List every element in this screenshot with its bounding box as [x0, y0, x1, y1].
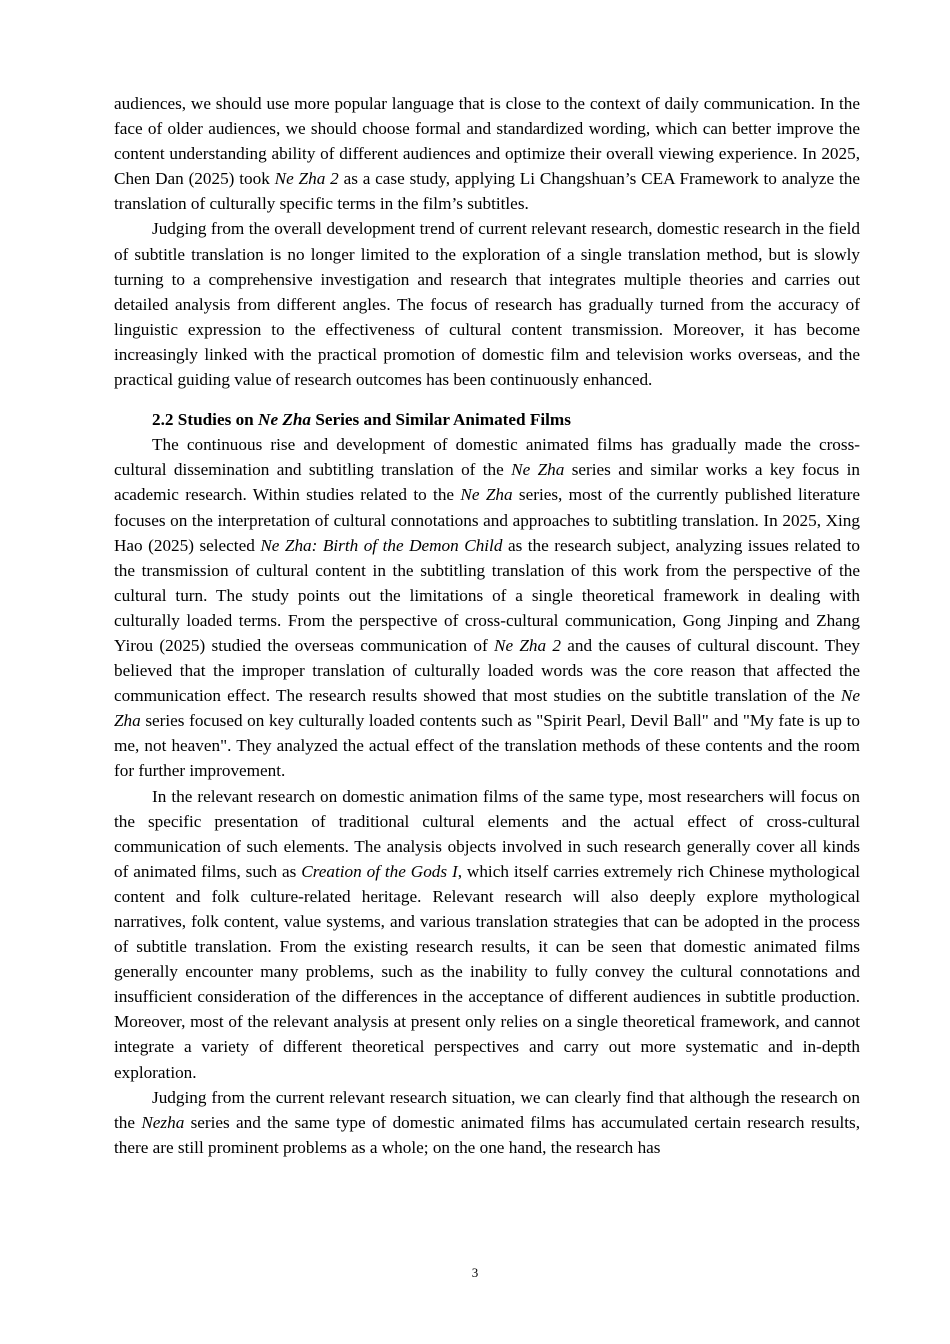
paragraph-continuation: [114, 91, 860, 216]
paragraph-current-situation: [114, 1085, 860, 1160]
text-run: Judging from the overall development trend of current relevant research, domestic research in the field of subtitle translation is no longer limited to the exploration of a single translation method, but is slowly turning to a comprehensive investigation and research that integrates multiple theories and carries out detailed analysis from different angles. The focus of research has gradually turned from the accuracy of linguistic expression to the effectiveness of cultural content transmission. Moreover, it has become increasingly linked with the practical promotion of domestic film and television works overseas, and the practical guiding value of research outcomes has been continuously enhanced.: [114, 219, 860, 390]
italic-title-text: Nezha: [141, 1112, 185, 1132]
text-run: 2.2 Studies on: [152, 410, 259, 430]
text-run: as the research subject, analyzing issues related to the transmission of cultural content in the subtitling translation of this work from the perspective of the cultural turn. The study points out the limitations of a single theoretical framework in dealing with culturally loaded terms. From the perspective of cross-cultural communication, Gong Jinping and Zhang Yirou (2025) studied the overseas communication of: [114, 535, 860, 655]
italic-title-text: Ne Zha 2: [494, 635, 561, 655]
text-run: , which itself carries extremely rich Chinese mythological content and folk culture-related heritage. Relevant research will also deeply explore mythological narratives, folk content, value systems, and various translation strategies that can be adopted in the process of subtitle translation. From the existing research results, it can be seen that domestic animated films generally encounter many problems, such as the inability to fully convey the cultural connotations and insufficient consideration of the differences in the acceptance of different audiences in subtitle production. Moreover, most of the relevant analysis at present only relies on a single theoretical framework, and cannot integrate a variety of different theoretical perspectives and carry out more systematic and in-depth exploration.: [114, 861, 860, 1082]
italic-title-text: Ne Zha: [511, 460, 565, 480]
text-run: series and similar works a key focus in academic research. Within studies related to the: [114, 460, 860, 505]
italic-title-text: Creation of the Gods I: [301, 861, 458, 881]
text-run: The continuous rise and development of domestic animated films has gradually made the cross-cultural dissemination and subtitling translation of the: [114, 435, 860, 480]
italic-title-text: Ne Zha 2: [274, 169, 339, 189]
paragraph-research-trend: [114, 216, 860, 392]
text-run: Judging from the current relevant research situation, we can clearly find that although the research on the: [114, 1087, 860, 1132]
italic-title-text: Ne Zha: [460, 485, 513, 505]
text-run: series, most of the currently published literature focuses on the interpretation of cultural connotations and approaches to subtitling translation. In 2025, Xing Hao (2025) selected: [114, 485, 861, 555]
section-heading-2-2: [114, 407, 860, 432]
text-run: as a case study, applying Li Changshuan’s CEA Framework to analyze the translation of culturally specific terms in the film’s subtitles.: [114, 169, 861, 214]
italic-title-text: Ne Zha: [114, 686, 860, 731]
page-body: [114, 91, 860, 1160]
paragraph-ne-zha-studies: [114, 432, 860, 783]
italic-title-text: Ne Zha: Birth of the Demon Child: [260, 535, 503, 555]
text-run: and the causes of cultural discount. They believed that the improper translation of culturally loaded words was the core reason that affected the communication effect. The research results showed that most studies on the subtitle translation of the: [114, 635, 860, 706]
text-run: audiences, we should use more popular language that is close to the context of daily communication. In the face of older audiences, we should choose formal and standardized wording, which can better improve the content understanding ability of different audiences and optimize their overall viewing experience. In 2025, Chen Dan (2025) took: [114, 94, 860, 189]
paragraph-similar-films: [114, 784, 860, 1085]
text-run: Series and Similar Animated Films: [311, 410, 571, 430]
text-run: series and the same type of domestic animated films has accumulated certain research results, there are still prominent problems as a whole; on the one hand, the research has: [114, 1112, 860, 1157]
italic-title-text: Ne Zha: [258, 410, 312, 430]
text-run: In the relevant research on domestic animation films of the same type, most researchers will focus on the specific presentation of traditional cultural elements and the actual effect of cross-cultural communication of such elements. The analysis objects involved in such research generally cover all kinds of animated films, such as: [114, 786, 860, 881]
page-number: 3: [471, 1265, 479, 1280]
text-run: series focused on key culturally loaded contents such as "Spirit Pearl, Devil Ball" and "My fate is up to me, not heaven". They analyzed the actual effect of the translation methods of these contents and the room for further improvement.: [114, 711, 860, 781]
